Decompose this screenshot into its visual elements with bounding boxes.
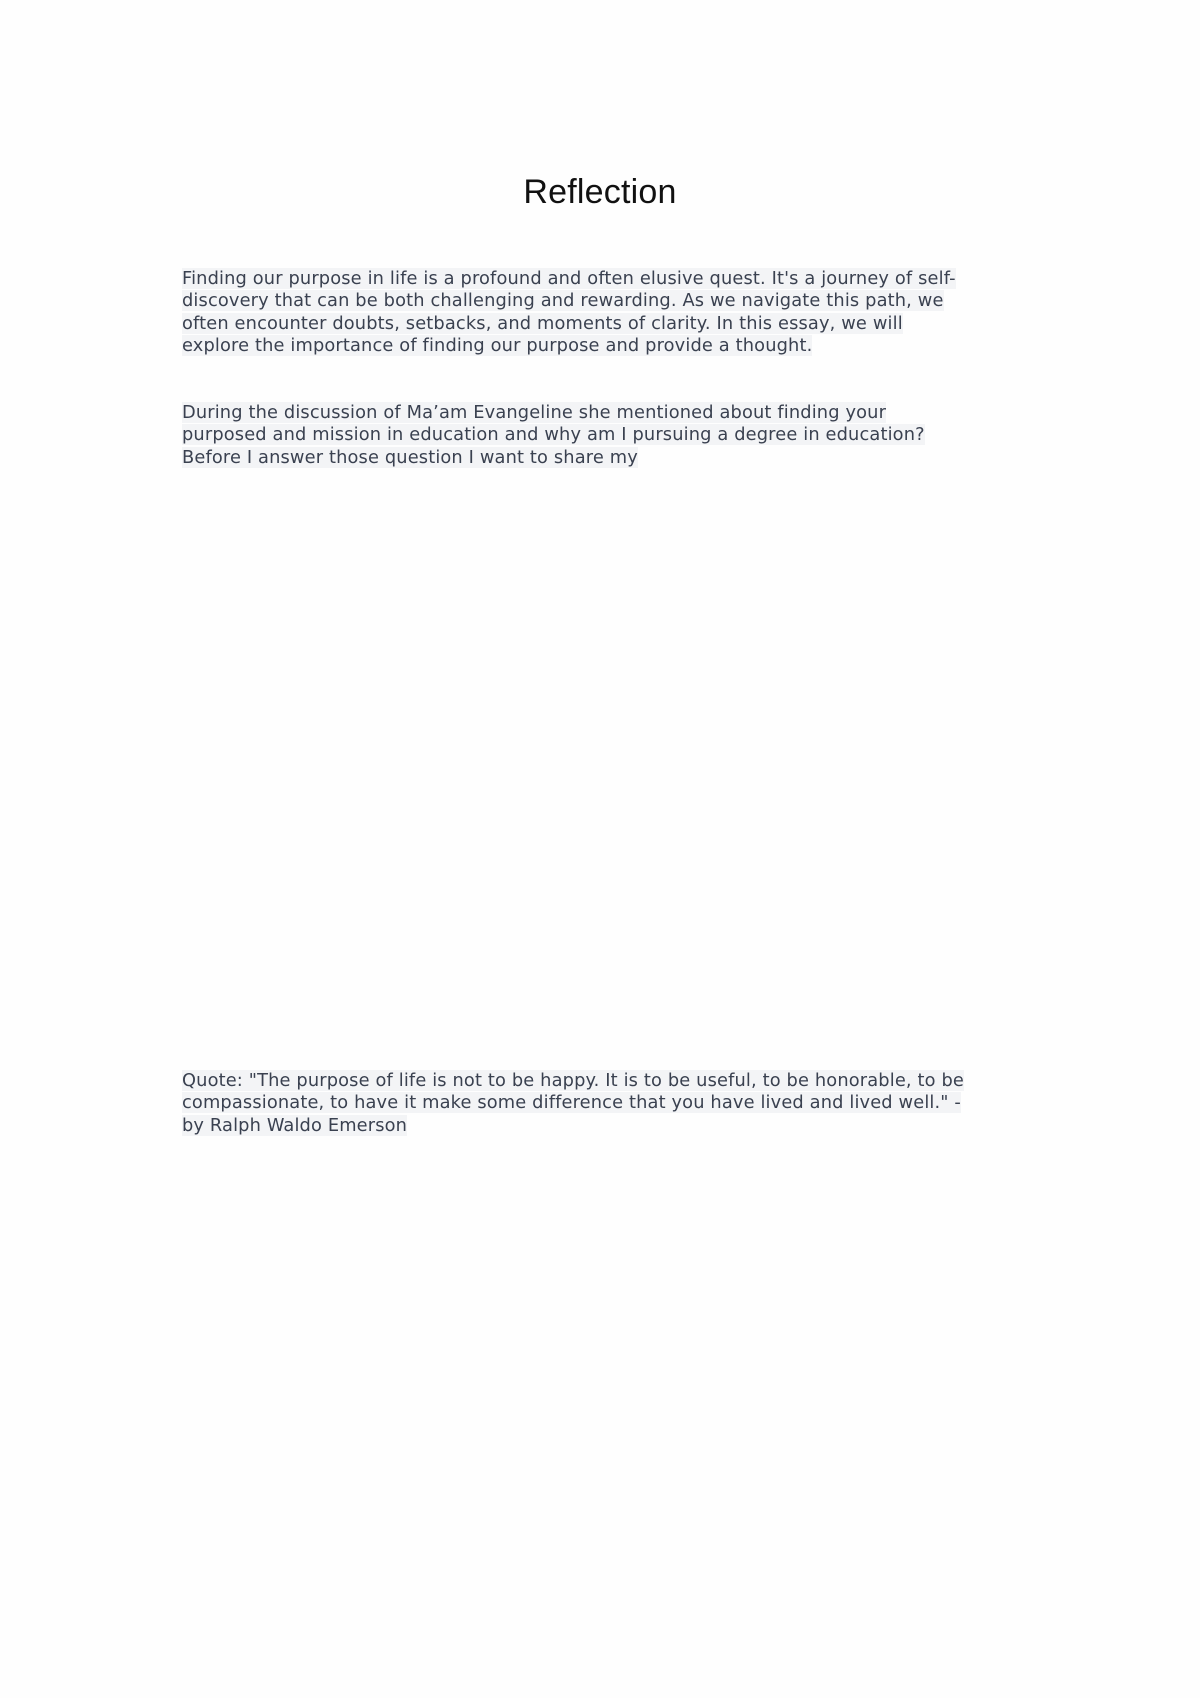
paragraph-line: purposed and mission in education and why am I pursuing a degree in education? bbox=[182, 424, 925, 446]
intro-paragraph bbox=[182, 268, 1022, 357]
paragraph-line: often encounter doubts, setbacks, and moments of clarity. In this essay, we will bbox=[182, 312, 903, 334]
paragraph-line: Finding our purpose in life is a profound and often elusive quest. It's a journey of self- bbox=[182, 268, 956, 289]
paragraph-line: by Ralph Waldo Emerson bbox=[182, 1114, 408, 1136]
paragraph-line: discovery that can be both challenging and rewarding. As we navigate this path, we bbox=[182, 290, 944, 312]
paragraph-line: explore the importance of finding our purpose and provide a thought. bbox=[182, 334, 813, 356]
paragraph-line: Quote: "The purpose of life is not to be happy. It is to be useful, to be honorable, to be bbox=[182, 1070, 964, 1091]
quote-paragraph bbox=[182, 1070, 1022, 1137]
document-title: Reflection bbox=[523, 172, 677, 211]
discussion-paragraph bbox=[182, 402, 1022, 469]
paragraph-line: compassionate, to have it make some difference that you have lived and lived well." - bbox=[182, 1092, 961, 1114]
paragraph-line: During the discussion of Ma’am Evangeline she mentioned about finding your bbox=[182, 402, 887, 423]
paragraph-line: Before I answer those question I want to share my bbox=[182, 446, 638, 468]
